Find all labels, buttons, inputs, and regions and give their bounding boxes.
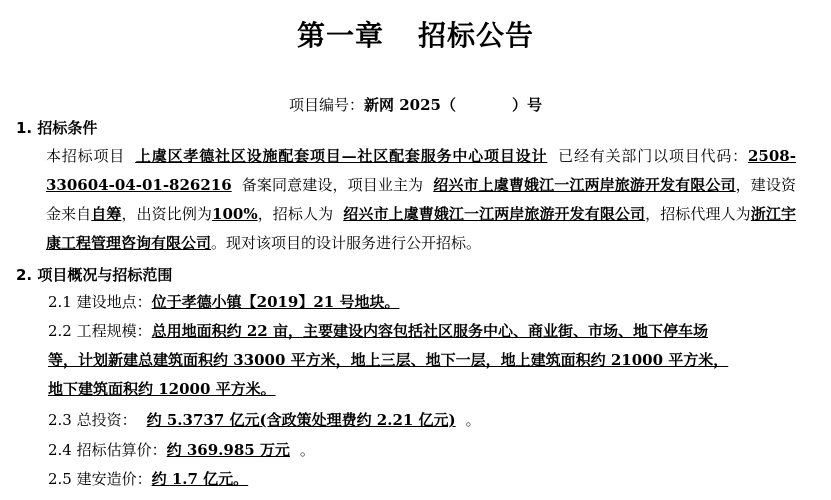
item-label: 2.5 建安造价： — [48, 470, 152, 488]
text-segment: 已经有关部门以项目代码： — [557, 147, 748, 165]
project-owner: 绍兴市上虞曹娥江一江两岸旅游开发有限公司 — [433, 176, 736, 194]
item-value: 约 5.3737 亿元(含政策处理费约 2.21 亿元) — [146, 411, 456, 429]
text-segment: ，出资比例为 — [121, 205, 213, 223]
chapter-title — [0, 14, 831, 54]
item-project-scale — [16, 317, 734, 404]
item-label: 2.2 工程规模： — [48, 322, 152, 340]
item-total-investment — [48, 406, 481, 435]
text-segment: 备案同意建设，项目业主为 — [241, 176, 424, 194]
item-value: 总用地面积约 22 亩，主要建设内容包括社区服务中心、商业街、市场、地下停车场等，计划新建总建筑面积约 33000 平方米，地上三层、地下一层，地上建筑面积约 21000 平方米，地下建筑面积约 12000 平方米。 — [48, 322, 729, 398]
fund-source: 自筹 — [91, 205, 122, 223]
tender-agent: 浙江宇康工程管理咨询有限公司 — [46, 205, 796, 252]
project-code: 2508-330604-04-01-826216 — [46, 147, 796, 194]
project-number-prefix: 新网 2025（ — [364, 96, 456, 114]
chapter-heading: 招标公告 — [418, 19, 535, 52]
item-construction-site — [48, 288, 399, 317]
item-label: 2.3 总投资： — [48, 411, 137, 429]
text-segment: ，建设资金来自 — [46, 176, 796, 223]
project-number-label: 项目编号： — [288, 96, 364, 114]
text-segment: 本招标项目 — [46, 147, 126, 165]
section-heading-2: 2. 项目概况与招标范围 — [16, 266, 173, 284]
item-tail: 。 — [465, 411, 481, 429]
item-value: 位于孝德小镇【2019】21 号地块。 — [151, 293, 400, 311]
item-construction-cost — [48, 465, 248, 494]
item-label: 2.1 建设地点： — [48, 293, 152, 311]
tender-conditions-paragraph — [16, 142, 796, 258]
text-segment: ，招标人为 — [257, 205, 334, 223]
item-estimated-price — [48, 436, 315, 465]
project-number-line — [0, 94, 831, 115]
project-number-suffix: ）号 — [511, 96, 542, 114]
item-label: 2.4 招标估算价： — [48, 441, 167, 459]
text-segment: ，招标代理人为 — [645, 205, 751, 223]
section-heading-1: 1. 招标条件 — [16, 119, 98, 137]
item-value: 约 1.7 亿元。 — [151, 470, 249, 488]
tenderer: 绍兴市上虞曹娥江一江两岸旅游开发有限公司 — [343, 205, 646, 223]
item-tail: 。 — [299, 441, 315, 459]
fund-ratio: 100% — [212, 205, 258, 223]
chapter-number: 第一章 — [296, 19, 384, 52]
project-name: 上虞区孝德社区设施配套项目—社区配套服务中心项目设计 — [135, 147, 548, 165]
text-segment: 。现对该项目的设计服务进行公开招标。 — [211, 234, 482, 252]
item-value: 约 369.985 万元 — [166, 441, 290, 459]
